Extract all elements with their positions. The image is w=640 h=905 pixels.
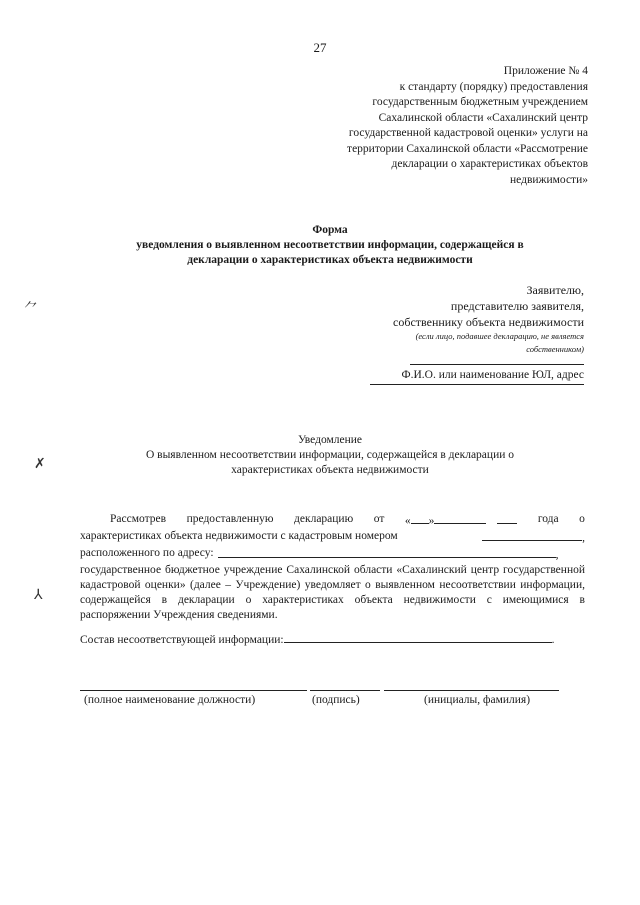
position-label: (полное наименование должности) <box>84 694 256 706</box>
form-title-line: декларации о характеристиках объекта недвижимости <box>187 254 473 266</box>
month-blank[interactable] <box>434 512 486 524</box>
cadastral-number-blank[interactable] <box>482 529 582 541</box>
position-blank-line[interactable] <box>80 690 307 691</box>
signature-label: (подпись) <box>312 694 360 706</box>
name-label: (инициалы, фамилия) <box>424 694 531 706</box>
body-word: о <box>579 513 585 525</box>
body-text-line: характеристиках объекта недвижимости с кадастровым номером <box>80 530 398 542</box>
composition-line <box>80 631 554 646</box>
body-row-address <box>80 546 585 563</box>
recipient-line: собственнику объекта недвижимости <box>393 315 584 329</box>
body-word: Рассмотрев <box>110 513 167 525</box>
punctuation: . <box>551 634 555 646</box>
notice-subtitle: О выявленном несоответствии информации, содержащейся в декларации о <box>145 449 515 461</box>
fio-label: Ф.И.О. или наименование ЮЛ, адрес <box>401 369 584 381</box>
fio-underline <box>370 384 584 385</box>
notice-body <box>80 512 585 623</box>
form-title-line: Форма <box>312 224 348 236</box>
notice-title: Уведомление <box>297 434 363 446</box>
form-title <box>70 223 590 268</box>
punctuation: , <box>555 549 559 561</box>
appendix-line: территории Сахалинской области «Рассмотрение <box>347 142 588 155</box>
body-word: года <box>537 513 559 525</box>
appendix-header <box>258 64 588 188</box>
recipient-blank-line[interactable] <box>410 364 584 365</box>
margin-mark: ⅄ <box>34 587 43 603</box>
date-field <box>405 512 517 529</box>
signature-blank-line[interactable] <box>310 690 380 691</box>
notice-subtitle: характеристиках объекта недвижимости <box>231 464 429 476</box>
name-blank-line[interactable] <box>384 690 559 691</box>
recipient-line: представителю заявителя, <box>450 299 584 313</box>
appendix-line: Сахалинской области «Сахалинский центр <box>378 111 588 124</box>
body-text-line: расположенного по адресу: <box>80 547 214 559</box>
quote-open: « <box>404 515 411 527</box>
appendix-line: государственным бюджетным учреждением <box>372 96 588 108</box>
page-number: 27 <box>313 40 327 55</box>
margin-mark: ⺈ <box>24 301 38 317</box>
recipient-note: собственником) <box>526 344 584 354</box>
body-word: декларацию <box>294 513 354 525</box>
notice-heading <box>70 433 590 478</box>
form-title-line: уведомления о выявленном несоответствии информации, содержащейся в <box>136 239 524 251</box>
margin-mark: ✗ <box>34 456 46 472</box>
year-blank[interactable] <box>497 512 517 524</box>
composition-label: Состав несоответствующей информации: <box>80 634 284 646</box>
recipient-note: (если лицо, подавшее декларацию, не является <box>415 331 584 341</box>
address-blank[interactable] <box>218 546 556 558</box>
appendix-line: декларации о характеристиках объектов <box>391 158 588 170</box>
body-row-cadastral <box>80 529 585 546</box>
day-blank[interactable] <box>411 512 429 524</box>
punctuation: , <box>582 532 585 544</box>
quote-close: » <box>428 515 435 527</box>
recipient-block <box>393 282 584 356</box>
body-row-date <box>80 512 585 529</box>
appendix-line: недвижимости» <box>510 173 588 186</box>
body-paragraph: государственное бюджетное учреждение Сахалинской области «Сахалинский центр государственной кадастровой оценки» (далее – Учреждение) уведомляет о выявленном несоответствии информации, содержащейся в декларации о характеристиках объекта недвижимости с имеющимися в распоряжении Учреждения сведениями. <box>80 564 585 621</box>
composition-blank[interactable] <box>284 631 552 643</box>
recipient-line: Заявителю, <box>526 283 584 297</box>
body-word: от <box>373 513 385 525</box>
appendix-line: к стандарту (порядку) предоставления <box>399 80 588 93</box>
appendix-line: Приложение № 4 <box>503 65 588 77</box>
body-word: предоставленную <box>186 513 274 525</box>
appendix-line: государственной кадастровой оценки» услуги на <box>348 127 588 139</box>
